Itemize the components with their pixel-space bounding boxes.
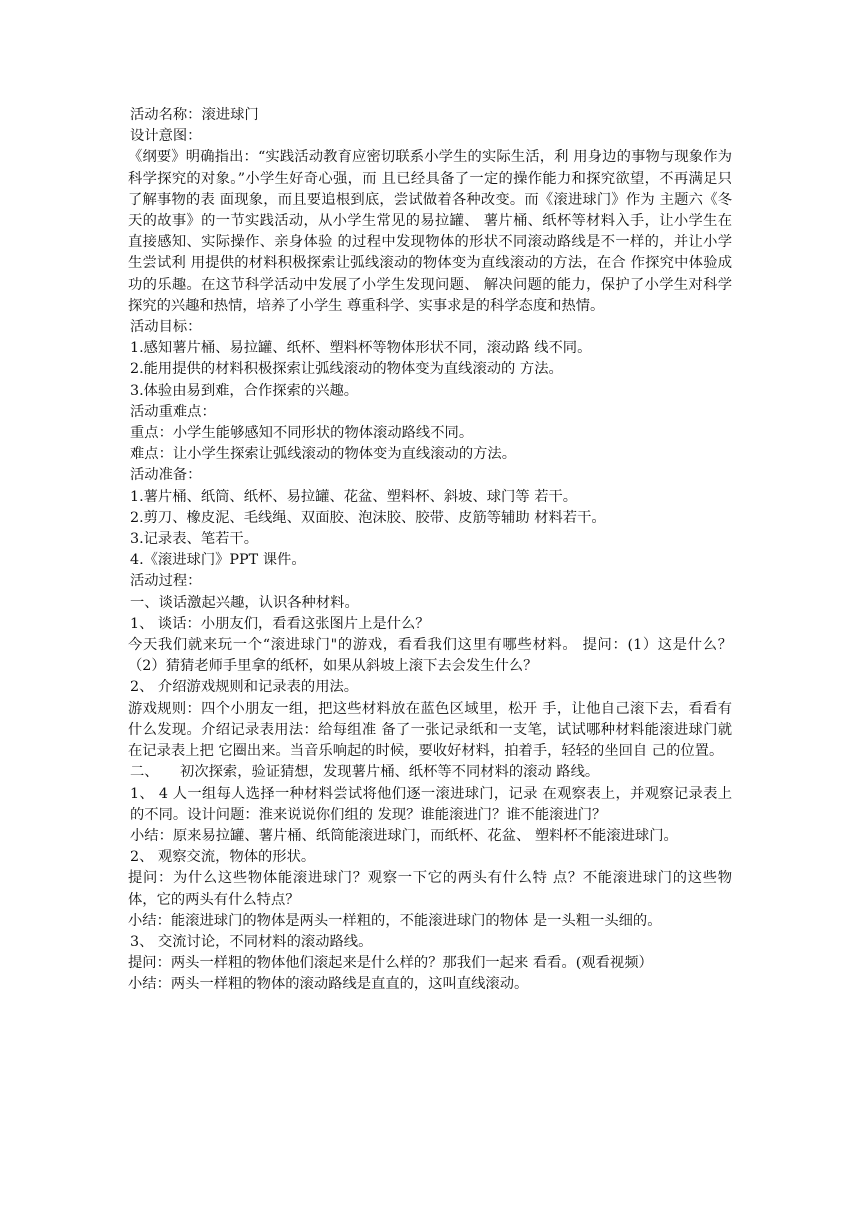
process-paragraph-materials: 今天我们就来玩一个“滚进球门"的游戏，看看我们这里有哪些材料。 提问：(1）这是什么？（2）猜猜老师手里拿的纸杯，如果从斜坡上滚下去会发生什么？ [128,637,732,675]
process-section-1: 一、谈话激起兴趣，认识各种材料。 [130,594,359,611]
process-heading: 活动过程： [130,573,202,590]
objective-item-2: 2.能用提供的材料积极探索让弧线滚动的物体变为直线滚动的 方法。 [130,361,563,378]
key-points-heading: 活动重难点： [130,403,216,420]
process-step-2-1: 1、 4 人一组每人选择一种材料尝试将他们逐一滚进球门，记录 在观察表上，并观察记录表上的不同。设计问题：淮来说说你们组的 发现？谁能滚进门？谁不能滚进门？ [130,785,732,823]
summary-1: 小结：原来易拉罐、薯片桶、纸筒能滚进球门，而纸杯、花盆、 塑料杯不能滚进球门。 [130,827,678,844]
design-intent-paragraph: 《纲要》明确指出：“实践活动教育应密切联系小学生的实际生活，利 用身边的事物与现象作为科学探究的对象。”小学生好奇心强，而 且已经具备了一定的操作能力和探究欲望，不再满足只了解事物的表 面现象，而且要追根到底，尝试做着各种改变。而《滚进球门》作为 主题六《冬天的故事》的一节实践活动，从小学生常见的易拉罐、 薯片桶、纸杯等材料入手，让小学生在直接感知、实际操作、亲身体验 的过程中发现物体的形状不同滚动路线是不一样的，并让小学生尝试利 用提供的材料积极探索让弧线滚动的物体变为直线滚动的方法，在合 作探究中体验成功的乐趣。在这节科学活动中发展了小学生发现问题、 解决问题的能力，保护了小学生对科学探究的兴趣和热情，培养了小学生 尊重科学、实事求是的科学态度和热情。 [128,149,732,314]
key-point-line: 重点：小学生能够感知不同形状的物体滚动路线不同。 [130,425,474,442]
summary-3: 小结：两头一样粗的物体的滚动路线是直直的，这叫直线滚动。 [128,976,529,993]
summary-2: 小结：能滚进球门的物体是两头一样粗的，不能滚进球门的物体 是一头粗一头细的。 [128,912,662,929]
preparation-item-3: 3.记录表、笔若干。 [130,531,259,548]
game-rules-paragraph: 游戏规则：四个小朋友一组，把这些材料放在蓝色区域里，松开 手，让他自己滚下去，看看有什么发现。介绍记录表用法：给每组准 备了一张记录纸和一支笔，试试哪种材料能滚进球门就在记录表上把 它圈出来。当音乐响起的时候，要收好材料，拍着手，轻轻的坐回自 己的位置。 [128,700,732,760]
process-step-2-3: 3、 交流讨论，不同材料的滚动路线。 [130,933,373,950]
objectives-heading: 活动目标： [130,319,202,336]
preparation-item-1: 1.薯片桶、纸筒、纸杯、易拉罐、花盆、塑料杯、斜坡、球门等 若干。 [130,488,578,505]
document-body [130,105,732,996]
process-section-2: 二、 初次探索，验证猜想，发现薯片桶、纸杯等不同材料的滚动 路线。 [130,764,600,781]
question-paragraph-2: 提问：两头一样粗的物体他们滚起来是什么样的？那我们一起来 看看。(观看视频） [128,955,653,972]
objective-item-1: 1.感知薯片桶、易拉罐、纸杯、塑料杯等物体形状不同，滚动路 线不同。 [130,340,592,357]
preparation-heading: 活动准备： [130,467,202,484]
activity-name-line: 活动名称：滚进球门 [130,107,259,123]
question-paragraph-1: 提问：为什么这些物体能滚进球门？观察一下它的两头有什么特 点？不能滚进球门的这些物体，它的两头有什么特点？ [128,870,732,908]
process-step-2-2: 2、 观察交流，物体的形状。 [130,849,316,866]
difficulty-line: 难点：让小学生探索让弧线滚动的物体变为直线滚动的方法。 [130,446,517,463]
process-step-1-1: 1、 谈话：小朋友们，看看这张图片上是什么？ [130,615,430,632]
preparation-item-4: 4.《滚进球门》PPT 课件。 [130,552,306,569]
preparation-item-2: 2.剪刀、橡皮泥、毛线绳、双面胶、泡沫胶、胶带、皮筋等辅助 材料若干。 [130,509,606,526]
process-step-1-2: 2、 介绍游戏规则和记录表的用法。 [130,679,359,696]
objective-item-3: 3.体验由易到难，合作探索的兴趣。 [130,382,359,399]
design-intent-heading: 设计意图： [130,128,202,145]
